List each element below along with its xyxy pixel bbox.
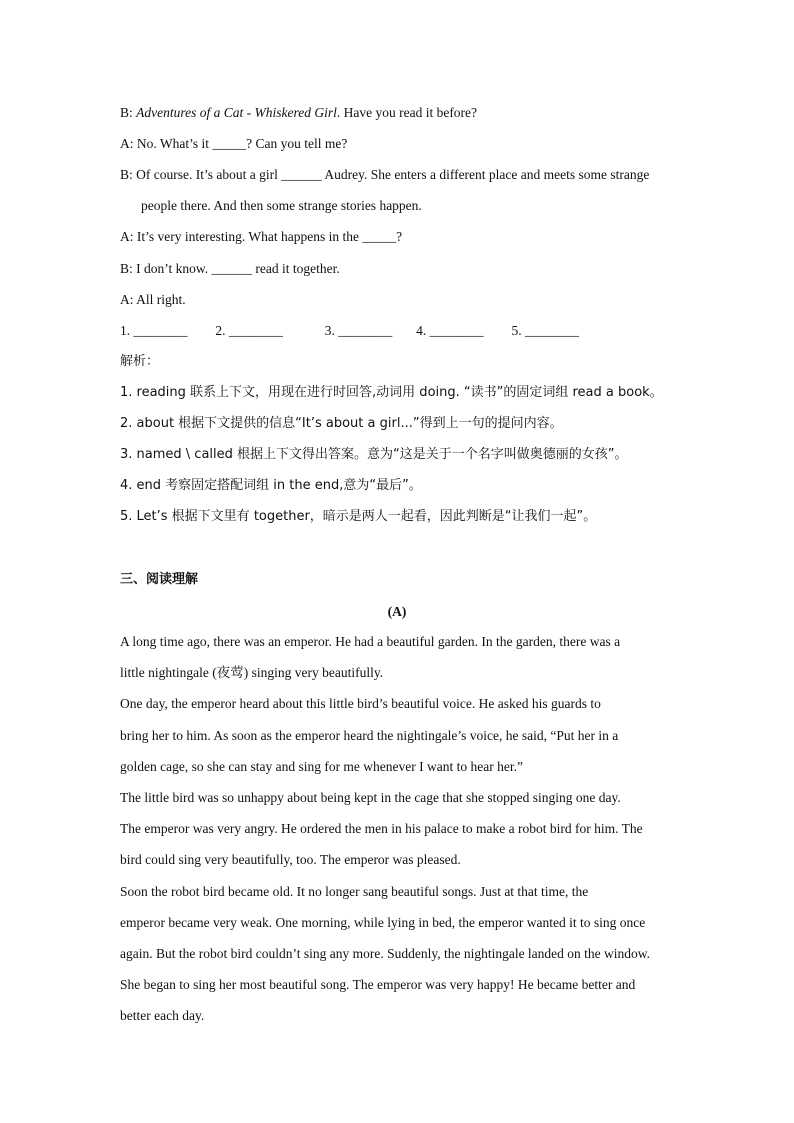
passage-line: She began to sing her most beautiful song. The emperor was very happy! He became better and: [120, 977, 636, 992]
speaker-label: A:: [120, 229, 134, 244]
dialogue-text: All right.: [136, 292, 186, 307]
passage-line: again. But the robot bird couldn’t sing any more. Suddenly, the nightingale landed on the window.: [120, 946, 651, 961]
speaker-label: B:: [120, 261, 133, 276]
dialogue-line-1: [120, 104, 477, 122]
passage-line: One day, the emperor heard about this little bird’s beautiful voice. He asked his guards to: [120, 696, 601, 711]
blank-1: 1. ________: [120, 323, 188, 338]
speaker-label: B:: [120, 167, 133, 182]
passage-line: Soon the robot bird became old. It no longer sang beautiful songs. Just at that time, the: [120, 884, 589, 899]
blank-5: 5. ________: [511, 323, 579, 338]
passage-line: The little bird was so unhappy about being kept in the cage that she stopped singing one day.: [120, 790, 621, 805]
dialogue-line-2: [120, 135, 347, 153]
speaker-label: A:: [120, 292, 134, 307]
passage-label: (A): [387, 604, 407, 619]
passage-line: golden cage, so she can stay and sing for me whenever I want to hear her.”: [120, 759, 523, 774]
passage-line: emperor became very weak. One morning, while lying in bed, the emperor wanted it to sing once: [120, 915, 646, 930]
dialogue-text: Of course. It’s about a girl ______ Audrey. She enters a different place and meets some strange: [136, 167, 650, 182]
speaker-label: A:: [120, 136, 134, 151]
passage-line: bring her to him. As soon as the emperor heard the nightingale’s voice, he said, “Put her in a: [120, 728, 619, 743]
blank-2: 2. ________: [215, 323, 283, 338]
answer-blanks: [120, 322, 607, 340]
analysis-label: 解析：: [120, 354, 160, 369]
dialogue-line-3: [120, 166, 649, 184]
answer-explanation-4: 4. end 考察固定搭配词组 in the end,意为“最后”。: [120, 478, 422, 493]
dialogue-line-7: [120, 291, 186, 309]
passage-line: The emperor was very angry. He ordered the men in his palace to make a robot bird for him. The: [120, 821, 643, 836]
section-title: 三、阅读理解: [120, 572, 199, 587]
blank-4: 4. ________: [416, 323, 484, 338]
dialogue-line-6: [120, 260, 340, 278]
book-title: Adventures of a Cat - Whiskered Girl: [136, 105, 337, 120]
passage-line: little nightingale (夜莺) singing very beautifully.: [120, 665, 384, 680]
dialogue-text: I don’t know. ______ read it together.: [136, 261, 340, 276]
blank-3: 3. ________: [324, 323, 393, 338]
passage-line: bird could sing very beautifully, too. The emperor was pleased.: [120, 852, 461, 867]
passage-line: A long time ago, there was an emperor. He had a beautiful garden. In the garden, there was a: [120, 634, 621, 649]
speaker-label: B:: [120, 105, 133, 120]
answer-explanation-5: 5. Let’s 根据下文里有 together，暗示是两人一起看，因此判断是“让我们一起”。: [120, 509, 597, 524]
answer-explanation-2: 2. about 根据下文提供的信息“It’s about a girl...”得到上一句的提问内容。: [120, 416, 563, 431]
answer-explanation-1: 1. reading 联系上下文，用现在进行时回答,动词用 doing. “读书”的固定词组 read a book。: [120, 385, 663, 400]
dialogue-text: . Have you read it before?: [336, 105, 478, 120]
dialogue-text: No. What’s it _____? Can you tell me?: [136, 136, 348, 151]
answer-explanation-3: 3. named \ called 根据上下文得出答案。意为“这是关于一个名字叫做奥德丽的女孩”。: [120, 447, 628, 462]
dialogue-text: It’s very interesting. What happens in the _____?: [136, 229, 403, 244]
passage-line: better each day.: [120, 1008, 205, 1023]
dialogue-text: people there. And then some strange stories happen.: [141, 198, 422, 213]
dialogue-line-5: [120, 228, 402, 246]
dialogue-line-4: [141, 197, 422, 215]
